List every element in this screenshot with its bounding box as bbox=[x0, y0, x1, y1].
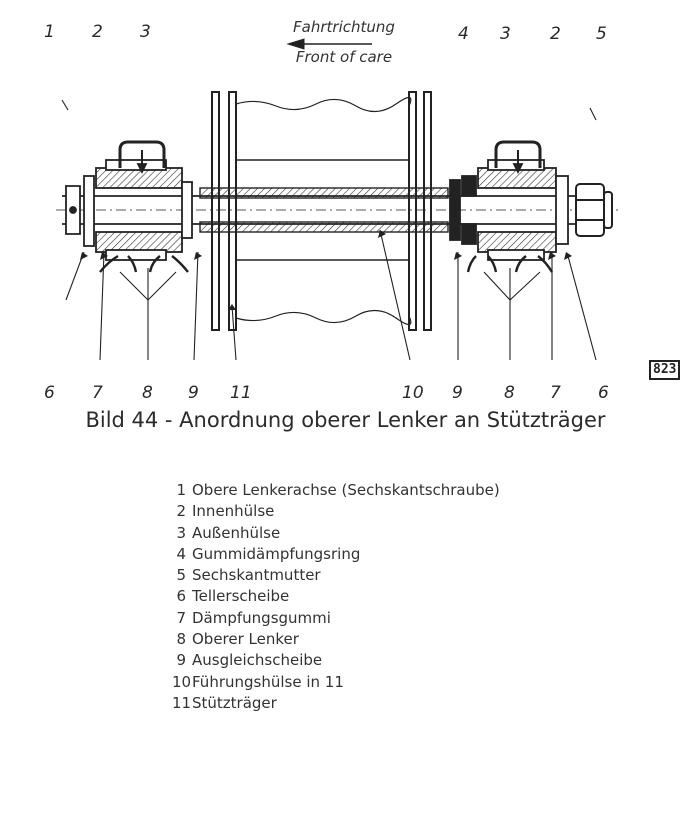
legend-item bbox=[172, 523, 500, 544]
support-beam-11 bbox=[212, 92, 431, 330]
parts-legend bbox=[172, 480, 500, 714]
legend-key: 3 bbox=[176, 523, 186, 542]
label-7-bottom-right: 7 bbox=[550, 383, 561, 403]
label-8-bottom-left: 8 bbox=[142, 383, 153, 403]
legend-item bbox=[172, 565, 500, 586]
label-3-top-left: 3 bbox=[140, 22, 151, 42]
legend-text: Tellerscheibe bbox=[192, 587, 290, 606]
label-7-bottom-left: 7 bbox=[92, 383, 103, 403]
direction-label-en: Front of care bbox=[295, 48, 393, 66]
legend-text: Innenhülse bbox=[192, 502, 275, 521]
direction-arrow bbox=[288, 39, 372, 49]
drawing-number-stamp: 823 bbox=[649, 360, 680, 380]
axle-assembly-drawing bbox=[0, 0, 691, 400]
legend-key: 10 bbox=[172, 672, 192, 691]
legend-item bbox=[172, 480, 500, 501]
legend-key: 2 bbox=[176, 502, 186, 521]
legend-key: 8 bbox=[176, 630, 186, 649]
legend-key: 5 bbox=[176, 566, 186, 585]
legend-text: Führungshülse in 11 bbox=[192, 672, 344, 691]
legend-item bbox=[172, 586, 500, 607]
label-2-top-right: 2 bbox=[550, 24, 561, 44]
legend-item bbox=[172, 544, 500, 565]
legend-text: Ausgleichscheibe bbox=[192, 651, 323, 670]
label-9-bottom-left: 9 bbox=[188, 383, 199, 403]
legend-text: Dämpfungsgummi bbox=[192, 608, 331, 627]
legend-text: Sechskantmutter bbox=[192, 566, 321, 585]
label-4-top: 4 bbox=[458, 24, 469, 44]
legend-item bbox=[172, 608, 500, 629]
legend-item bbox=[172, 629, 500, 650]
legend-key: 4 bbox=[176, 544, 186, 563]
legend-text: Oberer Lenker bbox=[192, 630, 299, 649]
legend-item bbox=[172, 693, 500, 714]
legend-key: 9 bbox=[176, 651, 186, 670]
hex-nut-5 bbox=[576, 184, 612, 236]
label-9-bottom-right: 9 bbox=[452, 383, 463, 403]
legend-text: Außenhülse bbox=[192, 523, 281, 542]
legend-text: Stützträger bbox=[192, 693, 277, 712]
label-2-top-left: 2 bbox=[92, 22, 103, 42]
label-11-bottom: 11 bbox=[230, 383, 252, 403]
figure-caption: Bild 44 - Anordnung oberer Lenker an Stützträger bbox=[85, 408, 606, 432]
label-10-bottom: 10 bbox=[402, 383, 424, 403]
left-bushing-assembly bbox=[84, 142, 192, 272]
label-3-top-right: 3 bbox=[500, 24, 511, 44]
label-6-bottom-right: 6 bbox=[598, 383, 609, 403]
legend-text: Gummidämpfungsring bbox=[192, 544, 361, 563]
label-5-top: 5 bbox=[596, 24, 607, 44]
legend-key: 7 bbox=[176, 608, 186, 627]
direction-label-de: Fahrtrichtung bbox=[293, 18, 395, 36]
legend-item bbox=[172, 650, 500, 671]
label-1-top: 1 bbox=[44, 22, 55, 42]
legend-text: Obere Lenkerachse (Sechskantschraube) bbox=[192, 481, 500, 499]
label-8-bottom-right: 8 bbox=[504, 383, 515, 403]
legend-key: 6 bbox=[176, 587, 186, 606]
legend-key: 11 bbox=[172, 693, 192, 712]
legend-key: 1 bbox=[176, 481, 186, 499]
legend-item bbox=[172, 672, 500, 693]
label-6-bottom-left: 6 bbox=[44, 383, 55, 403]
legend-item bbox=[172, 501, 500, 522]
